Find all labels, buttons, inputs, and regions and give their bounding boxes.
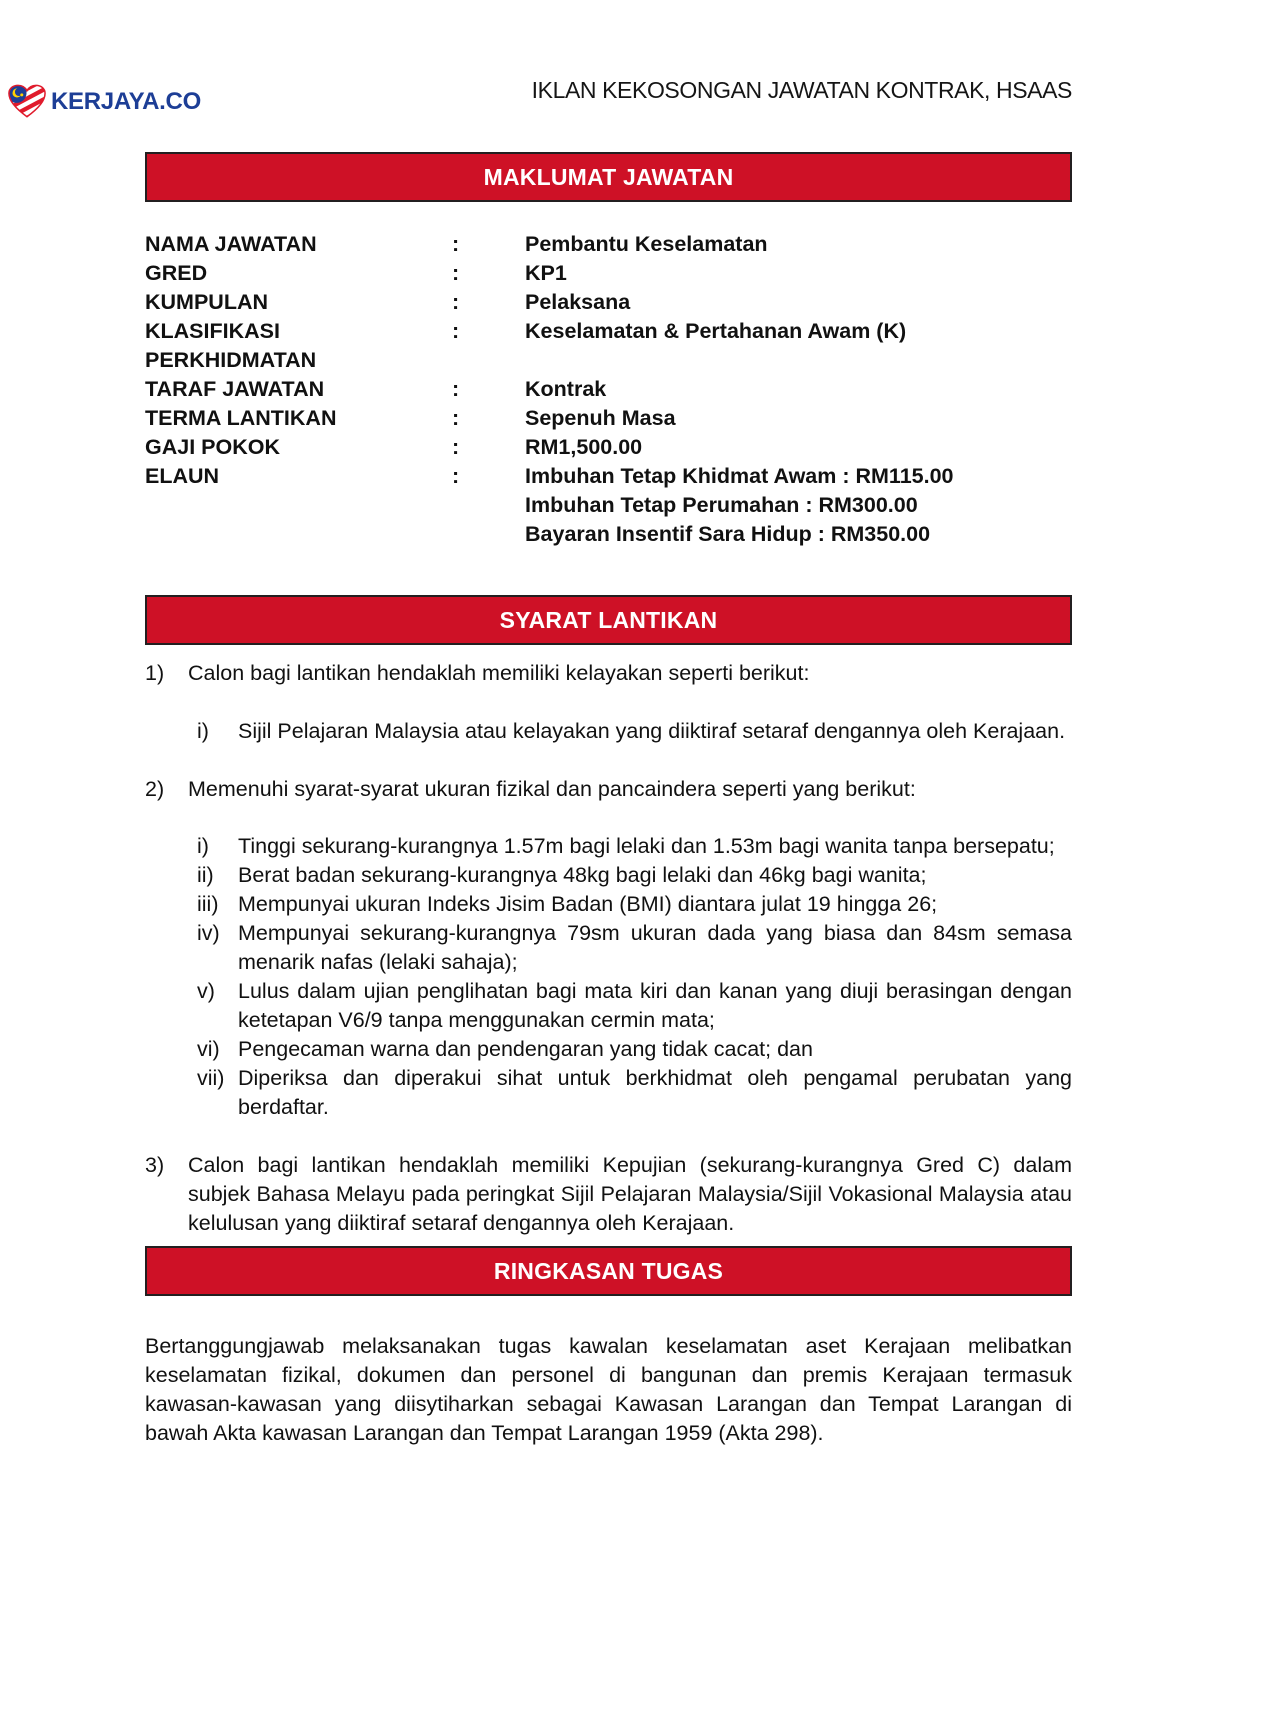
- detail-label: [145, 491, 452, 520]
- detail-row-elaun: [145, 462, 1072, 491]
- list-item-text: Sijil Pelajaran Malaysia atau kelayakan yang diiktiraf setaraf dengannya oleh Kerajaan.: [238, 719, 1066, 743]
- detail-row-taraf-jawatan: [145, 375, 1072, 404]
- list-item-1-i: [197, 717, 1072, 746]
- list-item-text: Tinggi sekurang-kurangnya 1.57m bagi lelaki dan 1.53m bagi wanita tanpa bersepatu;: [238, 834, 1055, 858]
- detail-value: Imbuhan Tetap Perumahan : RM300.00: [525, 493, 918, 517]
- detail-label: PERKHIDMATAN: [145, 348, 317, 372]
- malaysia-heart-flag-icon: [8, 84, 46, 119]
- list-item-number: v): [197, 979, 215, 1003]
- list-item-text: Diperiksa dan diperakui sihat untuk berkhidmat oleh pengamal perubatan yang berdaftar.: [238, 1066, 1072, 1119]
- detail-colon: :: [452, 319, 460, 343]
- section-banner-syarat-lantikan: [145, 595, 1072, 645]
- section-banner-maklumat-jawatan: [145, 152, 1072, 202]
- detail-row-gred: [145, 259, 1072, 288]
- list-item-number: iii): [197, 892, 219, 916]
- detail-colon: :: [452, 406, 460, 430]
- detail-value: Bayaran Insentif Sara Hidup : RM350.00: [525, 522, 931, 546]
- detail-label: TARAF JAWATAN: [145, 377, 325, 401]
- list-item-2-ii: [197, 861, 1072, 890]
- detail-colon: :: [452, 464, 460, 488]
- detail-label: KLASIFIKASI: [145, 319, 280, 343]
- detail-colon: :: [452, 261, 460, 285]
- list-item-2-vii: [197, 1064, 1072, 1122]
- list-item-text: Pengecaman warna dan pendengaran yang tidak cacat; dan: [238, 1037, 813, 1061]
- syarat-list: [145, 659, 1072, 1238]
- list-item-3: [145, 1151, 1072, 1238]
- detail-value: [525, 346, 1072, 375]
- list-item-text: Calon bagi lantikan hendaklah memiliki Kepujian (sekurang-kurangnya Gred C) dalam subjek Bahasa Melayu pada peringkat Sijil Pelajaran Malaysia/Sijil Vokasional Malaysia atau kelulusan yang diiktiraf setaraf dengannya oleh Kerajaan.: [188, 1153, 1072, 1235]
- section-title: SYARAT LANTIKAN: [499, 606, 718, 633]
- list-item-2: [145, 775, 1072, 804]
- detail-label: GRED: [145, 261, 208, 285]
- detail-value: Imbuhan Tetap Khidmat Awam : RM115.00: [525, 464, 954, 488]
- list-item-2-v: [197, 977, 1072, 1035]
- detail-label: GAJI POKOK: [145, 435, 280, 459]
- list-item-2-i: [197, 832, 1072, 861]
- detail-value: Keselamatan & Pertahanan Awam (K): [525, 319, 907, 343]
- detail-colon: [452, 520, 525, 549]
- list-item-2-iv: [197, 919, 1072, 977]
- list-item-text: Lulus dalam ujian penglihatan bagi mata kiri dan kanan yang diuji berasingan dengan ketetapan V6/9 tanpa menggunakan cermin mata;: [238, 979, 1072, 1032]
- section-title: RINGKASAN TUGAS: [493, 1257, 724, 1284]
- list-item-number: i): [197, 834, 209, 858]
- section-title: MAKLUMAT JAWATAN: [483, 163, 734, 190]
- detail-label: TERMA LANTIKAN: [145, 406, 337, 430]
- detail-value: Kontrak: [525, 377, 607, 401]
- list-item-number: iv): [197, 921, 220, 945]
- detail-label: ELAUN: [145, 464, 220, 488]
- list-item-text: Mempunyai sekurang-kurangnya 79sm ukuran dada yang biasa dan 84sm semasa menarik nafas (lelaki sahaja);: [238, 921, 1072, 974]
- job-details-table: [145, 230, 1072, 549]
- detail-label: NAMA JAWATAN: [145, 232, 317, 256]
- detail-colon: :: [452, 435, 460, 459]
- kerjaya-logo: [8, 84, 201, 119]
- detail-label: KUMPULAN: [145, 290, 269, 314]
- list-item-2-vi: [197, 1035, 1072, 1064]
- detail-row-elaun-2: [145, 491, 1072, 520]
- list-item-number: 2): [145, 777, 165, 801]
- detail-value: KP1: [525, 261, 567, 285]
- list-item-text: Mempunyai ukuran Indeks Jisim Badan (BMI) diantara julat 19 hingga 26;: [238, 892, 938, 916]
- section-banner-ringkasan-tugas: [145, 1246, 1072, 1296]
- job-summary-paragraph: Bertanggungjawab melaksanakan tugas kawalan keselamatan aset Kerajaan melibatkan keselamatan fizikal, dokumen dan personel di bangunan dan premis Kerajaan termasuk kawasan-kawasan yang diisytiharkan sebagai Kawasan Larangan dan Tempat Larangan di bawah Akta kawasan Larangan dan Tempat Larangan 1959 (Akta 298).: [145, 1334, 1072, 1445]
- list-item-number: vi): [197, 1037, 220, 1061]
- detail-value: Sepenuh Masa: [525, 406, 676, 430]
- brand-wordmark: KERJAYA.CO: [51, 88, 201, 115]
- list-item-number: 3): [145, 1153, 165, 1177]
- detail-colon: :: [452, 377, 460, 401]
- detail-colon: [452, 491, 525, 520]
- detail-value: Pelaksana: [525, 290, 631, 314]
- detail-label: [145, 520, 452, 549]
- detail-colon: :: [452, 290, 460, 314]
- list-item-number: ii): [197, 863, 214, 887]
- detail-row-perkhidmatan: [145, 346, 1072, 375]
- list-item-number: vii): [197, 1066, 225, 1090]
- detail-row-kumpulan: [145, 288, 1072, 317]
- list-item-number: 1): [145, 661, 165, 685]
- detail-row-gaji-pokok: [145, 433, 1072, 462]
- list-item-number: i): [197, 719, 209, 743]
- detail-row-elaun-3: [145, 520, 1072, 549]
- detail-row-terma-lantikan: [145, 404, 1072, 433]
- detail-row-klasifikasi: [145, 317, 1072, 346]
- detail-row-nama-jawatan: [145, 230, 1072, 259]
- document-title: IKLAN KEKOSONGAN JAWATAN KONTRAK, HSAAS: [531, 77, 1072, 103]
- detail-colon: [452, 346, 525, 375]
- list-item-1: [145, 659, 1072, 688]
- list-item-text: Berat badan sekurang-kurangnya 48kg bagi lelaki dan 46kg bagi wanita;: [238, 863, 927, 887]
- detail-colon: :: [452, 232, 460, 256]
- list-item-2-iii: [197, 890, 1072, 919]
- detail-value: Pembantu Keselamatan: [525, 232, 768, 256]
- list-item-text: Memenuhi syarat-syarat ukuran fizikal dan pancaindera seperti yang berikut:: [188, 777, 916, 801]
- detail-value: RM1,500.00: [525, 435, 643, 459]
- list-item-text: Calon bagi lantikan hendaklah memiliki kelayakan seperti berikut:: [188, 661, 810, 685]
